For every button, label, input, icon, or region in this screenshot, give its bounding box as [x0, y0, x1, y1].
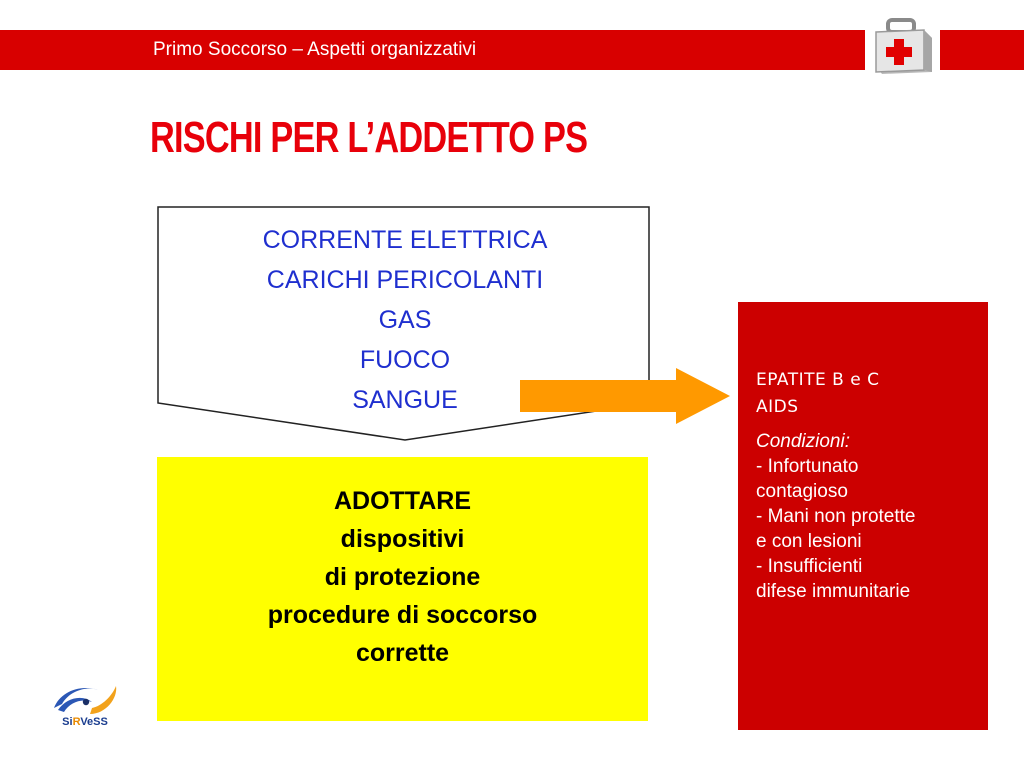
action-line: ADOTTARE — [333, 487, 472, 515]
risk-item: GAS — [378, 306, 432, 334]
disease-heading: EPATITE B e C — [756, 370, 880, 390]
disease-heading: AIDS — [756, 397, 799, 417]
risk-item: FUOCO — [359, 346, 451, 374]
right-arrow-icon — [518, 366, 732, 426]
action-line: dispositivi — [340, 525, 465, 553]
header-title: Primo Soccorso – Aspetti organizzativi — [153, 39, 477, 60]
action-line: corrette — [355, 639, 450, 667]
header-bar-right — [940, 30, 1024, 70]
action-line: di protezione — [324, 563, 481, 591]
risk-item: SANGUE — [352, 386, 458, 414]
logo-text-r: R — [72, 716, 81, 728]
logo-text — [48, 716, 122, 728]
diseases-content — [756, 367, 981, 604]
condition-line: contagioso — [756, 481, 848, 502]
page-title: RISCHI PER L’ADDETTO PS — [150, 113, 588, 162]
condition-line: - Infortunato — [756, 456, 859, 477]
conditions-label: Condizioni: — [756, 431, 850, 452]
condition-line: - Insufficienti — [756, 556, 863, 577]
condition-line: difese immunitarie — [756, 581, 911, 602]
condition-line: - Mani non protette — [756, 506, 916, 527]
risk-item: CARICHI PERICOLANTI — [266, 266, 544, 294]
logo-text-suffix: VeSS — [80, 716, 108, 728]
logo-text-prefix: Si — [62, 716, 73, 728]
condition-line: e con lesioni — [756, 531, 862, 552]
action-text — [157, 482, 648, 672]
first-aid-kit-icon — [868, 14, 938, 78]
action-line: procedure di soccorso — [267, 601, 538, 629]
risk-item: CORRENTE ELETTRICA — [262, 226, 548, 254]
